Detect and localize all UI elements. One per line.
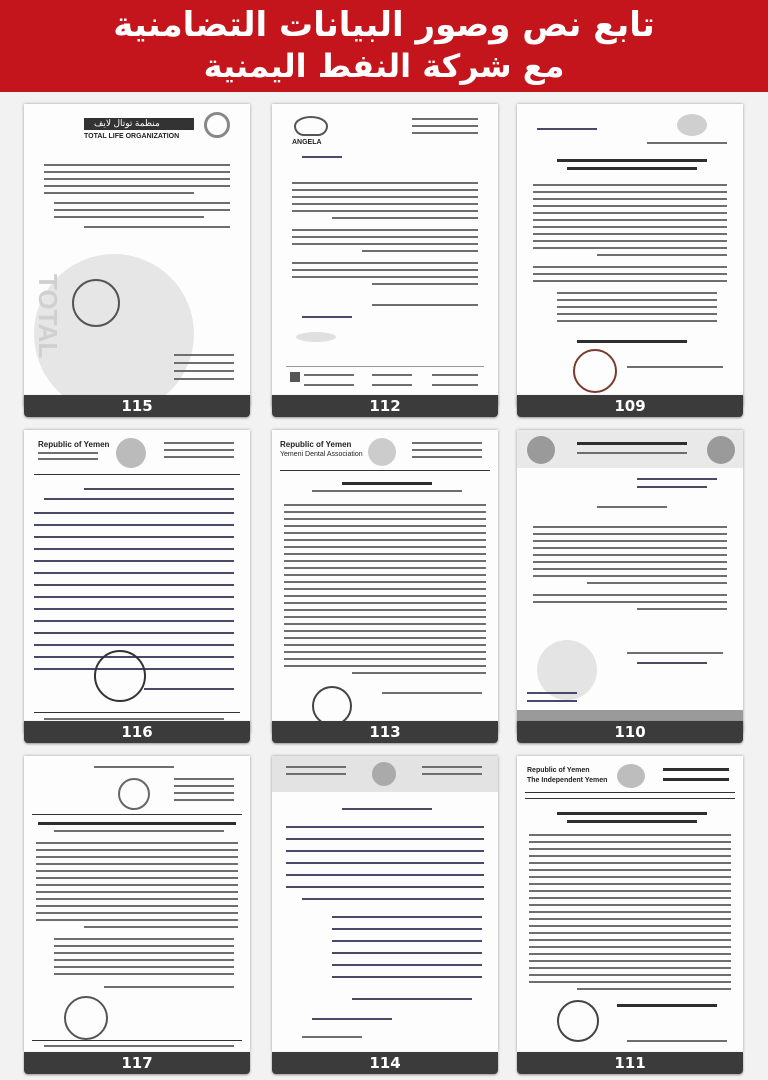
yemen-emblem-icon: [617, 764, 645, 788]
document-number-badge-115: [24, 395, 250, 417]
org-name-ar: منظمة توتال لايف: [94, 118, 160, 128]
document-card-113: [272, 430, 498, 733]
association-stamp-icon: [312, 686, 352, 726]
yemen-emblem-icon: [677, 114, 707, 136]
logo-text: ANGELA: [292, 139, 322, 146]
watermark-side-text: TOTAL: [33, 274, 63, 359]
document-card-117: [24, 756, 250, 1052]
banner-title-line1: تابع نص وصور البيانات التضامنية: [113, 5, 655, 45]
organization-logo-icon: [118, 778, 150, 810]
organization-logo-icon: [372, 762, 396, 786]
document-number: 117: [121, 1054, 153, 1072]
document-number: 116: [121, 723, 153, 741]
banner-title-line2: مع شركة النفط اليمنية: [203, 47, 565, 85]
document-card-110: [517, 430, 743, 733]
dental-association-logo-icon: [368, 438, 396, 466]
document-number: 110: [614, 723, 646, 741]
organization-stamp-icon: [64, 996, 108, 1040]
independent-yemen-header: The Independent Yemen: [527, 777, 608, 784]
document-card-115: [24, 104, 250, 407]
angela-logo-icon: [294, 116, 328, 136]
documents-grid: [0, 92, 768, 1080]
watermark-logo-icon: [537, 640, 597, 700]
foundation-logo-right-icon: [707, 436, 735, 464]
document-number-badge-111: [517, 1052, 743, 1074]
document-card-109: [517, 104, 743, 407]
document-number-badge-117: [24, 1052, 250, 1074]
org-logo-icon: [204, 112, 230, 138]
document-number-badge-114: [272, 1052, 498, 1074]
organization-stamp-icon: [72, 279, 120, 327]
document-number: 115: [121, 397, 153, 415]
org-name-en: TOTAL LIFE ORGANIZATION: [84, 133, 180, 140]
republic-of-yemen-header: Republic of Yemen: [38, 440, 110, 449]
official-stamp-icon: [573, 349, 617, 393]
union-emblem-icon: [116, 438, 146, 468]
title-banner: [0, 0, 768, 92]
document-number: 113: [369, 723, 401, 741]
union-stamp-icon: [94, 650, 146, 702]
document-card-114: [272, 756, 498, 1052]
document-card-116: [24, 430, 250, 733]
official-stamp-icon: [557, 1000, 599, 1042]
document-number: 109: [614, 397, 646, 415]
document-card-112: [272, 104, 498, 407]
document-number-badge-116: [24, 721, 250, 743]
document-number-badge-113: [272, 721, 498, 743]
republic-of-yemen-header: Republic of Yemen: [527, 767, 590, 774]
document-number-badge-112: [272, 395, 498, 417]
document-card-111: [517, 756, 743, 1052]
document-number: 114: [369, 1054, 401, 1072]
document-number-badge-109: [517, 395, 743, 417]
association-name-en: Yemeni Dental Association: [280, 451, 363, 458]
document-number: 112: [369, 397, 401, 415]
document-number: 111: [614, 1054, 646, 1072]
foundation-logo-icon: [527, 436, 555, 464]
republic-of-yemen-header: Republic of Yemen: [280, 440, 352, 449]
document-number-badge-110: [517, 721, 743, 743]
